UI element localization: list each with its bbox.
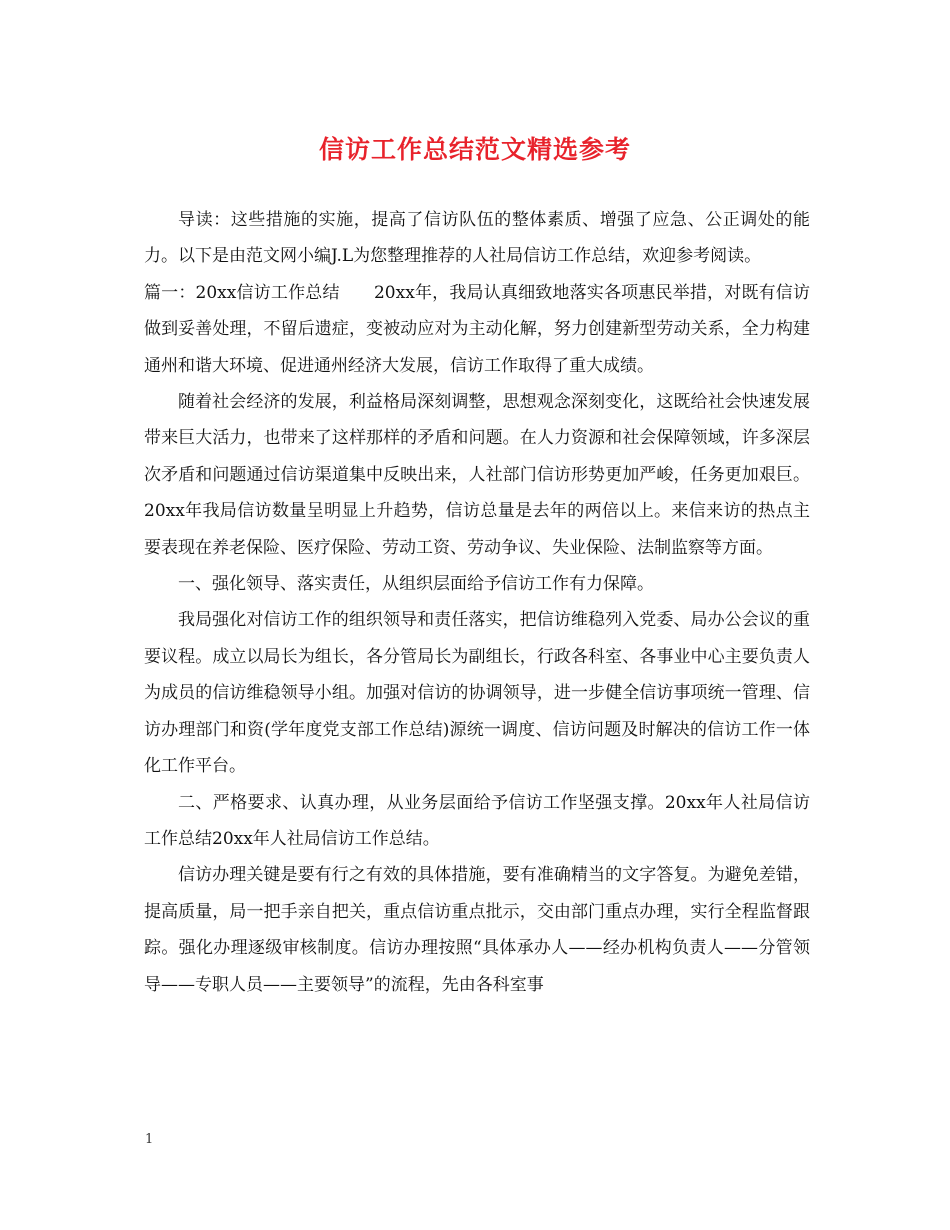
heading-paragraph-two: 二、严格要求、认真办理，从业务层面给予信访工作坚强支撑。20xx年人社局信访工作总结20xx年人社局信访工作总结。 <box>144 792 810 849</box>
document-body <box>144 202 810 1003</box>
heading-paragraph-one: 一、强化领导、落实责任，从组织层面给予信访工作有力保障。 <box>178 574 654 595</box>
document-title: 信访工作总结范文精选参考 <box>318 135 631 164</box>
section-one-paragraph: 篇一：20xx信访工作总结 20xx年，我局认真细致地落实各项惠民举措，对既有信访做到妥善处理，不留后遗症，变被动应对为主动化解，努力创建新型劳动关系，全力构建通州和谐大环境、促进通州经济大发展，信访工作取得了重大成绩。 <box>144 282 810 376</box>
intro-paragraph: 导读：这些措施的实施，提高了信访队伍的整体素质、增强了应急、公正调处的能力。以下是由范文网小编J.L为您整理推荐的人社局信访工作总结，欢迎参考阅读。 <box>144 210 810 267</box>
body-paragraph: 我局强化对信访工作的组织领导和责任落实，把信访维稳列入党委、局办公会议的重要议程。成立以局长为组长，各分管局长为副组长，行政各科室、各事业中心主要负责人为成员的信访维稳领导小组。加强对信访的协调领导，进一步健全信访事项统一管理、信访办理部门和资(学年度党支部工作总结)源统一调度、信访问题及时解决的信访工作一体化工作平台。 <box>144 610 810 777</box>
body-paragraph: 随着社会经济的发展，利益格局深刻调整，思想观念深刻变化，这既给社会快速发展带来巨大活力，也带来了这样那样的矛盾和问题。在人力资源和社会保障领域，许多深层次矛盾和问题通过信访渠道集中反映出来，人社部门信访形势更加严峻，任务更加艰巨。20xx年我局信访数量呈明显上升趋势，信访总量是去年的两倍以上。来信来访的热点主要表现在养老保险、医疗保险、劳动工资、劳动争议、失业保险、法制监察等方面。 <box>144 392 810 558</box>
page-number: 1 <box>145 1132 154 1147</box>
body-paragraph: 信访办理关键是要有行之有效的具体措施，要有准确精当的文字答复。为避免差错，提高质量，局一把手亲自把关，重点信访重点批示，交由部门重点办理，实行全程监督跟踪。强化办理逐级审核制度。信访办理按照“具体承办人——经办机构负责人——分管领导——专职人员——主要领导”的流程，先由各科室事 <box>144 865 810 995</box>
